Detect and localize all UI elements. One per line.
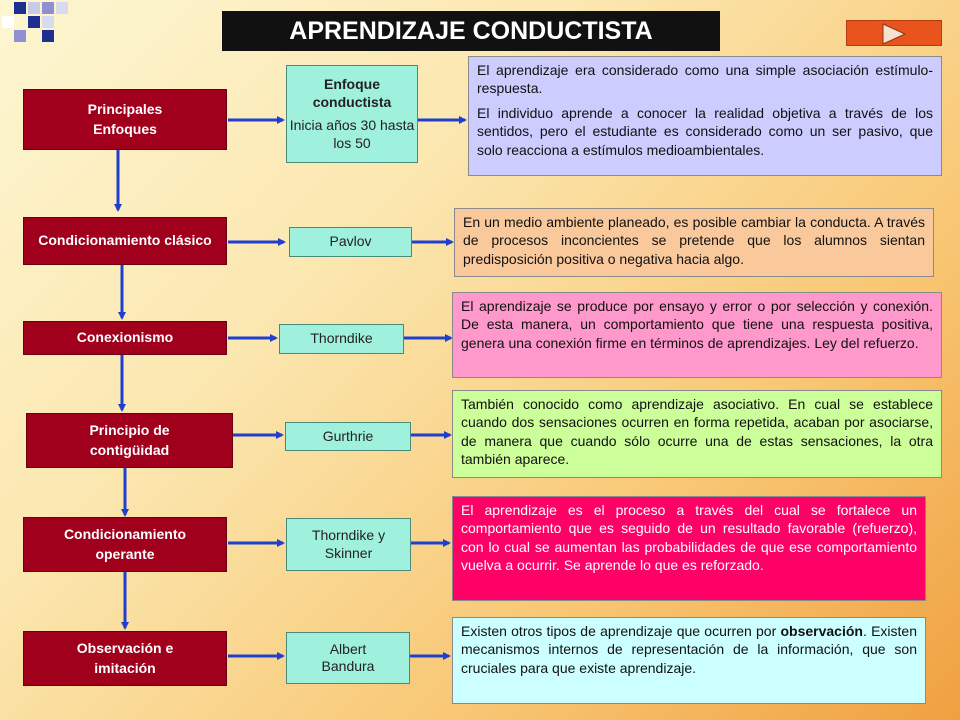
description-text: El aprendizaje se produce por ensayo y error o por selección y conexión. De esta manera, un comportamiento que tiene una respuesta positiva, genera una conexión firme en términos de aprendizajes. Ley del refuerzo. <box>461 298 933 351</box>
description-text: En un medio ambiente planeado, es posible cambiar la conducta. A través de procesos inconcientes se pretende que los alumnos sientan predisposición positiva o negativa hacia algo. <box>463 214 925 267</box>
page-title: APRENDIZAJE CONDUCTISTA <box>222 11 720 51</box>
approach-box-condicionamiento-operante <box>23 517 227 572</box>
author-label: Albert Bandura <box>321 640 375 674</box>
description-box-2 <box>454 208 934 277</box>
approach-box-principales <box>23 89 227 150</box>
description-text: El aprendizaje es el proceso a través del cual se fortalece un comportamiento que es seguido de un resultado favorable (refuerzo), con lo cual se aumentan las probabilidades de que ese comportamiento vuelva a ocurrir. Se aprende lo que es reforzado. <box>461 502 917 574</box>
corner-decoration <box>0 0 80 45</box>
approach-box-conexionismo <box>23 321 227 355</box>
description-box-1 <box>468 56 942 176</box>
approach-label: Principales <box>87 100 163 117</box>
author-box-bandura <box>286 632 410 684</box>
approach-label: Condicionamiento operante <box>63 525 187 562</box>
approach-label: Enfoques <box>93 120 157 137</box>
approach-label: Principio de contigüidad <box>89 421 170 458</box>
author-label: Pavlov <box>329 233 372 250</box>
description-text: También conocido como aprendizaje asociativo. En cual se establece cuando dos sensaciones ocurren en forma repetida, acaban por asociarse, de manera que cuando sólo ocurre una de estas sensaciones, la otra también aparece. <box>461 396 933 468</box>
approach-label: Condicionamiento clásico <box>38 232 212 249</box>
approach-box-contiguidad <box>26 413 233 468</box>
author-label: Gurthrie <box>322 427 374 444</box>
description-box-4 <box>452 390 942 478</box>
description-text <box>461 622 917 677</box>
author-box-gurthrie <box>285 422 411 451</box>
description-box-3 <box>452 292 942 378</box>
description-text-bold: observación <box>780 623 863 639</box>
play-triangle-icon <box>881 23 907 45</box>
author-label: Inicia años 30 hasta los 50 <box>289 117 415 151</box>
author-label: Thorndike y Skinner <box>311 527 386 561</box>
description-text-part: Existen otros tipos de aprendizaje que ocurren por <box>461 623 781 639</box>
description-text-part: . Existen mecanismos internos de representación de la información, que son cruciales para que existe aprendizaje. <box>461 623 917 676</box>
author-box-thorndike-skinner <box>286 518 411 571</box>
author-box-pavlov <box>289 227 412 257</box>
description-box-5 <box>452 496 926 601</box>
next-slide-button[interactable] <box>846 20 942 46</box>
approach-label: Conexionismo <box>76 329 174 346</box>
author-title: Enfoque conductista <box>312 76 392 110</box>
description-text: El aprendizaje era considerado como una simple asociación estímulo-respuesta. <box>477 62 933 97</box>
description-box-6 <box>452 617 926 704</box>
author-box-thorndike <box>279 324 404 354</box>
author-box-enfoque <box>286 65 418 163</box>
approach-box-condicionamiento-clasico <box>23 217 227 265</box>
description-text: El individuo aprende a conocer la realidad objetiva a través de los sentidos, pero el estudiante es considerado como un ser pasivo, que solo reacciona a estímulos medioambientales. <box>477 104 933 158</box>
approach-label: Observación e imitación <box>76 639 174 676</box>
approach-box-observacion <box>23 631 227 686</box>
author-label: Thorndike <box>310 330 373 347</box>
